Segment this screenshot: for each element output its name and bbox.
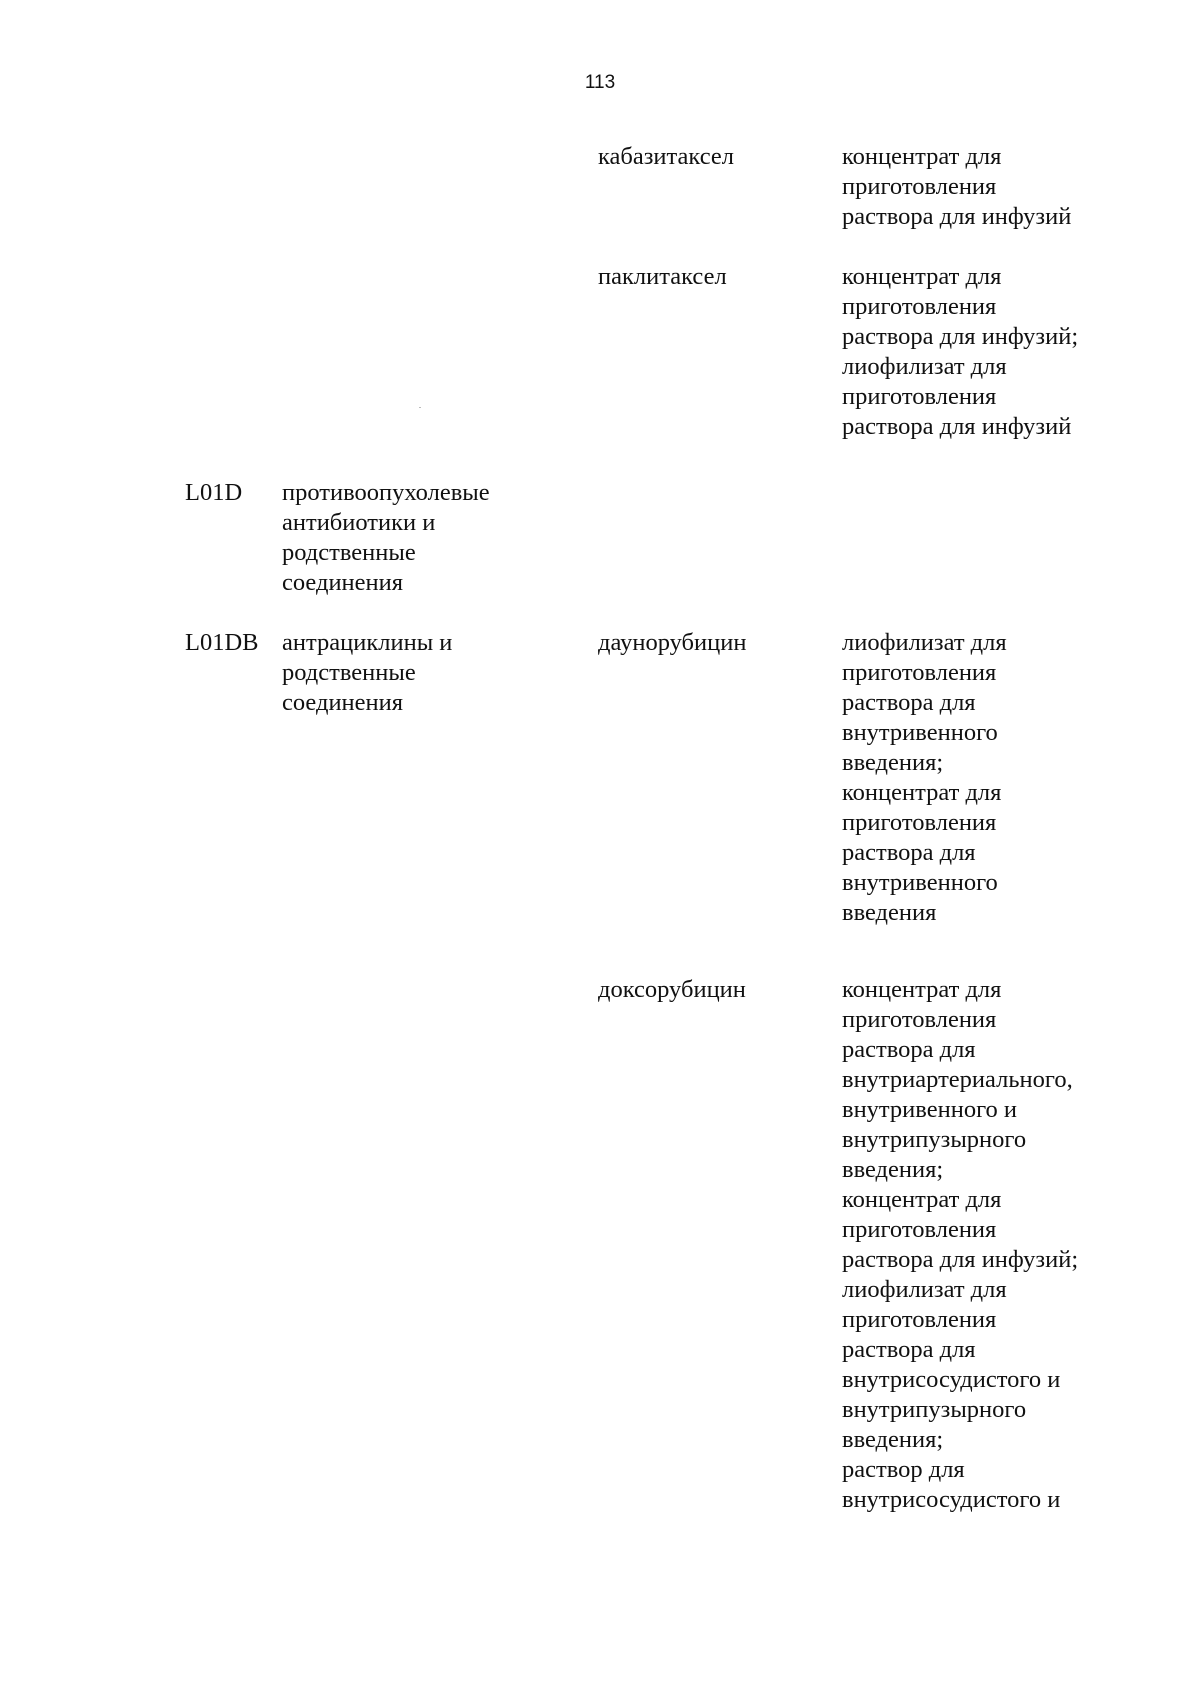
dosage-form: концентрат для приготовления раствора для инфузий [842,143,1072,230]
atc-code: L01D [185,479,243,506]
dosage-form: концентрат для приготовления раствора для внутриартериального, внутривенного и внутрипузырного введения; концентрат для приготовления раствора для инфузий; лиофилизат для приготовления раствора для внутрисосудистого и внутрипузырного введения; раствор для внутрисосудистого и [842,976,1079,1513]
atc-group-name: противоопухолевые антибиотики и родственные соединения [282,479,490,596]
page-number: 113 [584,72,616,93]
scan-speck [419,407,421,408]
inn-name: кабазитаксел [598,143,734,170]
dosage-form: концентрат для приготовления раствора для инфузий; лиофилизат для приготовления раствора для инфузий [842,263,1079,440]
dosage-form: лиофилизат для приготовления раствора для внутривенного введения; концентрат для приготовления раствора для внутривенного введения [842,629,1007,926]
atc-group-name: антрациклины и родственные соединения [282,629,453,716]
atc-code: L01DB [185,629,259,656]
inn-name: паклитаксел [598,263,727,290]
inn-name: доксорубицин [598,976,746,1003]
inn-name: даунорубицин [598,629,747,656]
